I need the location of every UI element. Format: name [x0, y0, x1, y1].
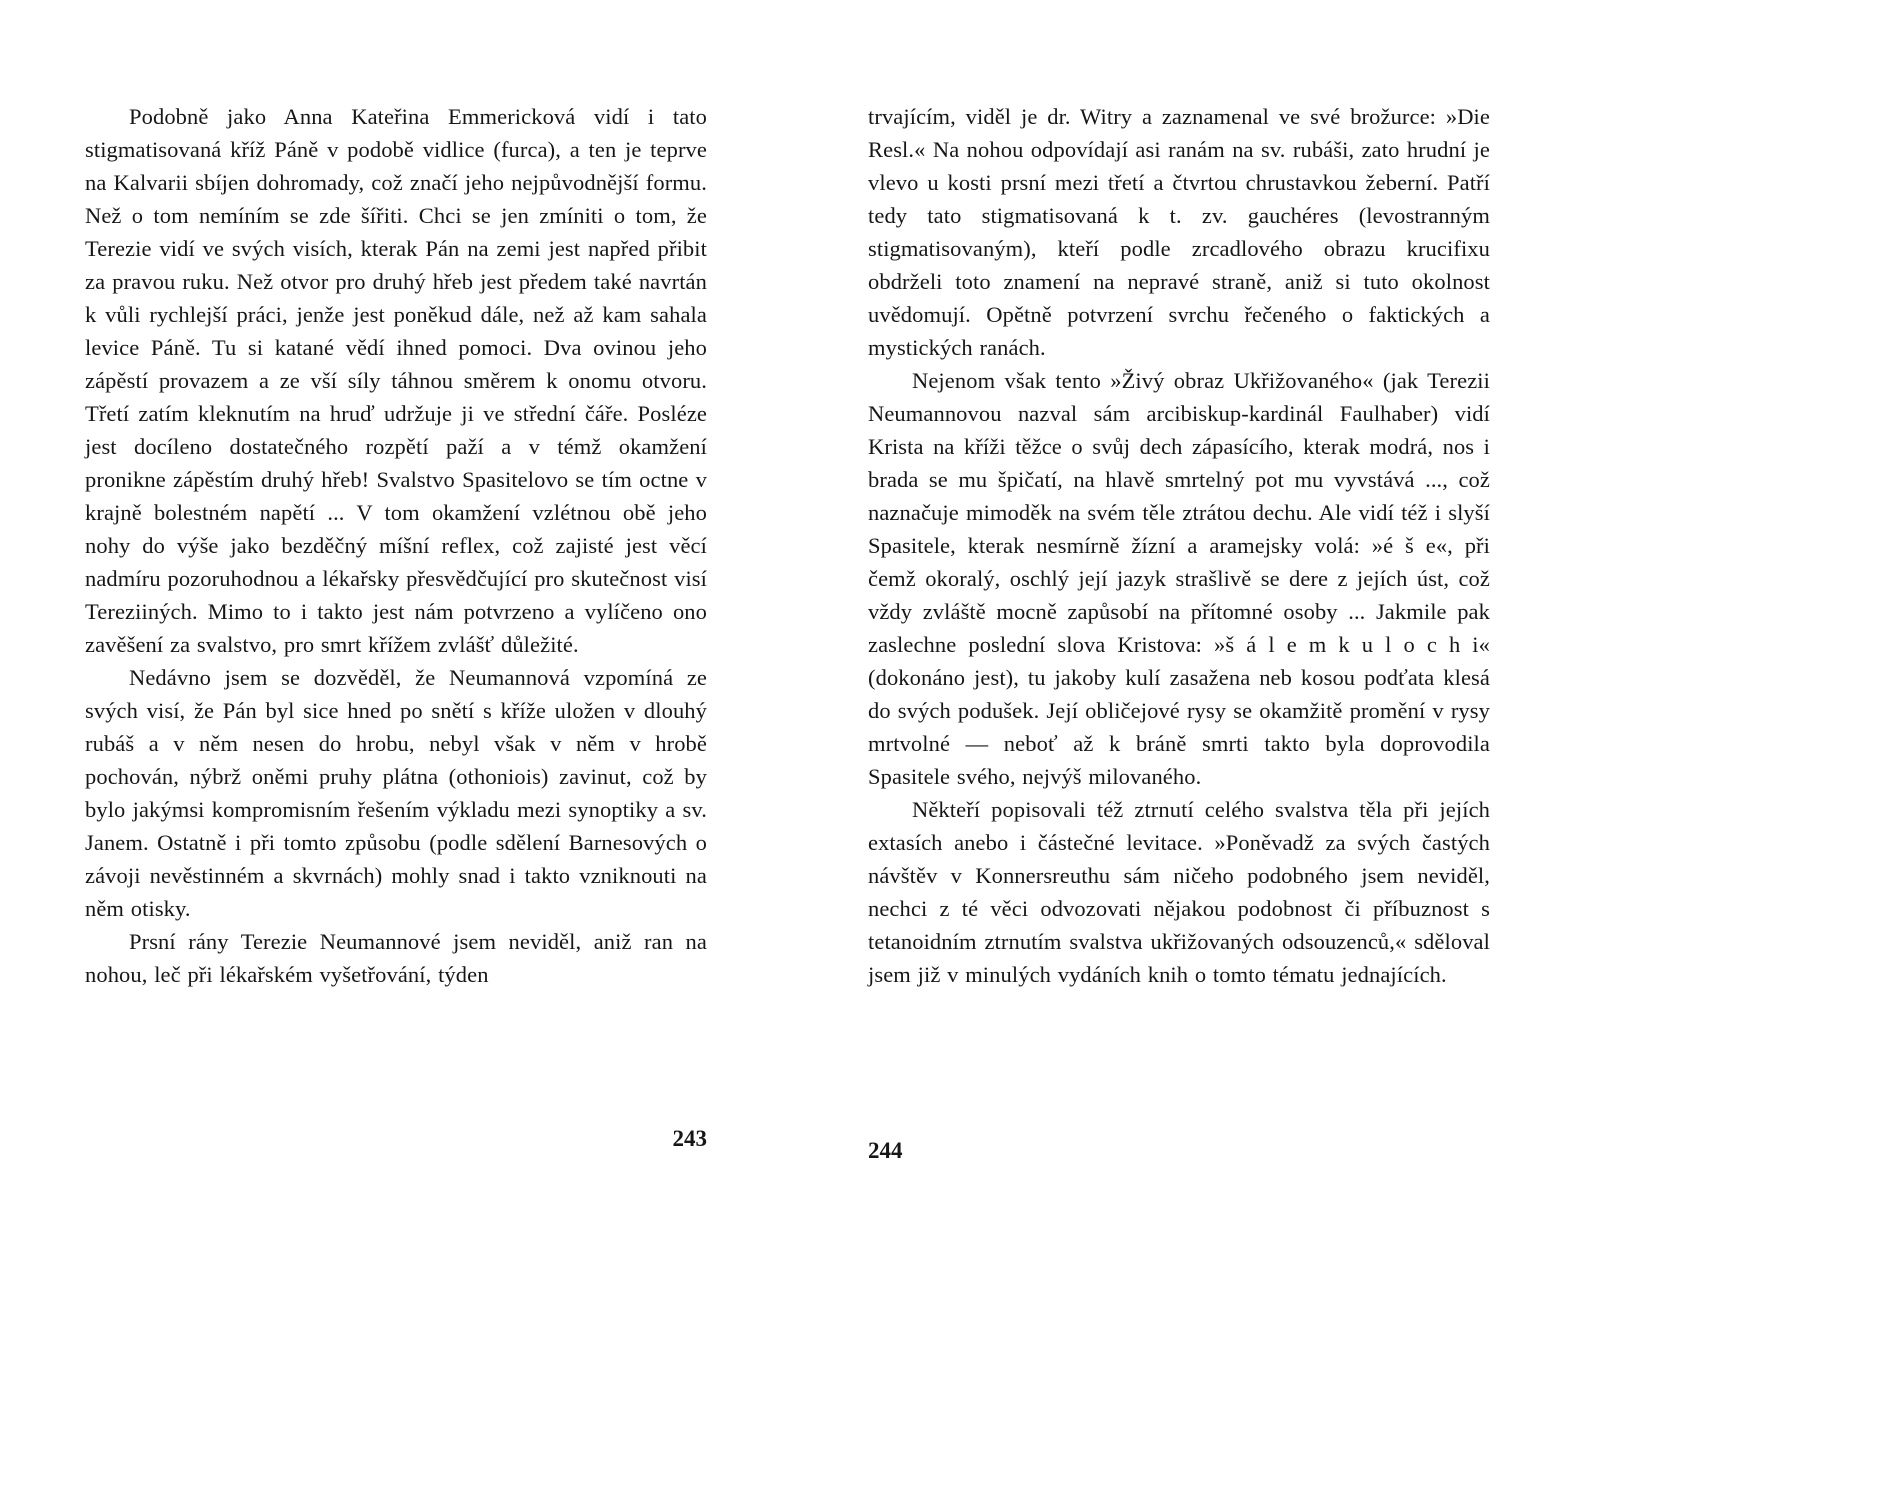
page-244-text-block	[868, 100, 1490, 991]
page-243-paragraph-1: Podobně jako Anna Kateřina Emmericková vidí i tato stigmatisovaná kříž Páně v podobě vidlice (furca), a ten je teprve na Kalvarii sbíjen dohromady, což značí jeho nejpůvodnější formu. Než o tom nemíním se zde šířiti. Chci se jen zmíniti o tom, že Terezie vidí ve svých visích, kterak Pán na zemi jest napřed přibit za pravou ruku. Než otvor pro druhý hřeb jest předem také navrtán k vůli rychlejší práci, jenže jest poněkud dále, než až kam sahala levice Páně. Tu si katané vědí ihned pomoci. Dva ovinou jeho zápěstí provazem a ze vší síly táhnou směrem k onomu otvoru. Třetí zatím kleknutím na hruď udržuje ji ve střední čáře. Posléze jest docíleno dostatečného rozpětí paží a v témž okamžení pronikne zápěstím druhý hřeb! Svalstvo Spasitelovo se tím octne v krajně bolestném napětí ... V tom okamžení vzlétnou obě jeho nohy do výše jako bezděčný míšní reflex, což zajisté jest věcí nadmíru pozoruhodnou a lékařsky přesvědčující pro skutečnost visí Tereziiných. Mimo to i takto jest nám potvrzeno a vylíčeno ono zavěšení za svalstvo, pro smrt křížem zvlášť důležité.	[85, 104, 707, 657]
page-244-paragraph-3: Někteří popisovali též ztrnutí celého svalstva těla při jejích extasích anebo i částečné levitace. »Poněvadž za svých častých návštěv v Konnersreuthu sám ničeho podobného jsem neviděl, nechci z té věci odvozovati nějakou podobnost či příbuznost s tetanoidním ztrnutím svalstva ukřižovaných odsouzenců,« sděloval jsem již v minulých vydáních knih o tomto tématu jednajících.	[868, 797, 1490, 987]
page-number-244: 244	[868, 1138, 903, 1163]
page-244-paragraph-1: trvajícím, viděl je dr. Witry a zaznamenal ve své brožurce: »Die Resl.« Na nohou odpovídají asi ranám na sv. rubáši, zato hrudní je vlevo u kosti prsní mezi třetí a čtvrtou chrustavkou žeberní. Patří tedy tato stigmatisovaná k t. zv. gauchéres (levostranným stigmatisovaným), kteří podle zrcadlového obrazu krucifixu obdrželi toto znamení na nepravé straně, aniž si tuto okolnost uvědomují. Opětně potvrzení svrchu řečeného o faktických a mystických ranách.	[868, 104, 1490, 360]
page-243-text-block	[85, 100, 707, 991]
page-243-paragraph-3: Prsní rány Terezie Neumannové jsem neviděl, aniž ran na nohou, leč při lékařském vyšetřování, týden	[85, 929, 707, 987]
page-244-paragraph-2: Nejenom však tento »Živý obraz Ukřižovaného« (jak Terezii Neumannovou nazval sám arcibiskup-kardinál Faulhaber) vidí Krista na kříži těžce o svůj dech zápasícího, kterak modrá, nos i brada se mu špičatí, na hlavě smrtelný pot mu vyvstává ..., což naznačuje mimoděk na svém těle ztrátou dechu. Ale vidí též i slyší Spasitele, kterak nesmírně žízní a aramejsky volá: »é š e«, při čemž okoralý, oschlý její jazyk strašlivě se dere z jejích úst, což vždy zvláště mocně zapůsobí na přítomné osoby ... Jakmile pak zaslechne poslední slova Kristova: »š á l e m k u l o c h i« (dokonáno jest), tu jakoby kulí zasažena neb kosou podťata klesá do svých podušek. Její obličejové rysy se okamžitě promění v rysy mrtvolné — neboť až k bráně smrti takto byla doprovodila Spasitele svého, nejvýš milovaného.	[868, 368, 1490, 789]
page-number-243: 243	[672, 1126, 707, 1151]
page-243-paragraph-2: Nedávno jsem se dozvěděl, že Neumannová vzpomíná ze svých visí, že Pán byl sice hned po snětí s kříže uložen v dlouhý rubáš a v něm nesen do hrobu, nebyl však v něm v hrobě pochován, nýbrž oněmi pruhy plátna (othoniois) zavinut, což by bylo jakýmsi kompromisním řešením výkladu mezi synoptiky a sv. Janem. Ostatně i při tomto způsobu (podle sdělení Barnesových o závoji nevěstinném a skvrnách) mohly snad i takto vzniknouti na něm otisky.	[85, 665, 707, 921]
